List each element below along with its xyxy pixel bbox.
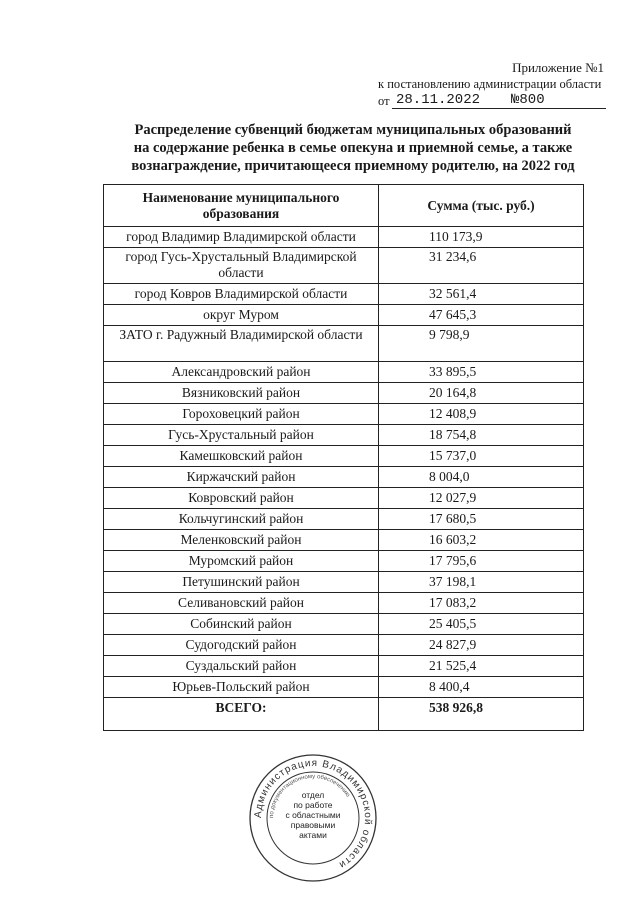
row-sum: 37 198,1 (379, 572, 584, 593)
table-row (104, 404, 584, 425)
table-row (104, 425, 584, 446)
row-name: Александровский район (104, 362, 379, 383)
title-line-2: на содержание ребенка в семье опекуна и приемной семье, а также (133, 140, 573, 156)
row-name: Меленковский район (104, 530, 379, 551)
row-sum: 8 004,0 (379, 467, 584, 488)
row-sum: 110 173,9 (379, 227, 584, 248)
appendix-block (372, 60, 608, 110)
row-sum: 12 408,9 (379, 404, 584, 425)
table-row (104, 488, 584, 509)
header-sum: Сумма (тыс. руб.) (379, 185, 584, 227)
row-sum: 17 680,5 (379, 509, 584, 530)
stamp-line: по работе (293, 800, 333, 810)
title-line-1: Распределение субвенций бюджетам муниципальных образований (134, 122, 572, 138)
row-sum: 17 083,2 (379, 593, 584, 614)
row-name: город Владимир Владимирской области (104, 227, 379, 248)
row-name: Селивановский район (104, 593, 379, 614)
stamp-ring-text: Администрация Владимирской области (252, 757, 374, 871)
row-name: Юрьев-Польский район (104, 677, 379, 698)
table-row (104, 248, 584, 284)
date-underline (392, 108, 606, 109)
row-name: Муромский район (104, 551, 379, 572)
row-sum: 31 234,6 (379, 248, 584, 284)
row-sum: 32 561,4 (379, 284, 584, 305)
row-sum: 12 027,9 (379, 488, 584, 509)
row-name: Вязниковский район (104, 383, 379, 404)
row-name: Кольчугинский район (104, 509, 379, 530)
table-row (104, 593, 584, 614)
table-row (104, 509, 584, 530)
row-name: Киржачский район (104, 467, 379, 488)
row-sum: 33 895,5 (379, 362, 584, 383)
header-name: Наименование муниципального образования (104, 185, 379, 227)
row-name: Гусь-Хрустальный район (104, 425, 379, 446)
row-name: Судогодский район (104, 635, 379, 656)
stamp-line: с областными (285, 810, 341, 820)
row-sum: 8 400,4 (379, 677, 584, 698)
title-line-3: вознаграждение, причитающееся приемному родителю, на 2022 год (131, 158, 575, 174)
table-row (104, 326, 584, 362)
resolution-number: №800 (511, 92, 545, 108)
row-name: Гороховецкий район (104, 404, 379, 425)
date-prefix: от (378, 94, 390, 108)
table-row (104, 362, 584, 383)
stamp-line: актами (299, 830, 327, 840)
total-label: ВСЕГО: (104, 698, 379, 731)
row-sum: 47 645,3 (379, 305, 584, 326)
distribution-table (103, 184, 584, 731)
table-row (104, 530, 584, 551)
row-name: Петушинский район (104, 572, 379, 593)
table-row (104, 635, 584, 656)
row-name: Собинский район (104, 614, 379, 635)
row-sum: 24 827,9 (379, 635, 584, 656)
stamp-line: отдел (301, 790, 325, 800)
row-name: город Гусь-Хрустальный Владимирской области (104, 248, 379, 284)
table-row (104, 467, 584, 488)
table-header-row (104, 185, 584, 227)
table-row (104, 614, 584, 635)
row-sum: 16 603,2 (379, 530, 584, 551)
appendix-title: Приложение №1 (512, 60, 604, 75)
table-row (104, 383, 584, 404)
table-row (104, 572, 584, 593)
table-row (104, 284, 584, 305)
row-name: Камешковский район (104, 446, 379, 467)
row-sum: 18 754,8 (379, 425, 584, 446)
table-row (104, 656, 584, 677)
resolution-date: 28.11.2022 (396, 92, 481, 108)
appendix-resolution-line: к постановлению администрации области (378, 77, 602, 91)
total-row (104, 698, 584, 731)
row-name: Ковровский район (104, 488, 379, 509)
table-row (104, 551, 584, 572)
row-sum: 25 405,5 (379, 614, 584, 635)
row-sum: 9 798,9 (379, 326, 584, 362)
row-name: Суздальский район (104, 656, 379, 677)
stamp-inner-text (262, 790, 364, 840)
table-row (104, 227, 584, 248)
row-name: ЗАТО г. Радужный Владимирской области (104, 326, 379, 362)
row-name: город Ковров Владимирской области (104, 284, 379, 305)
document-title (110, 121, 596, 175)
row-name: округ Муром (104, 305, 379, 326)
stamp-line: правовыми (290, 820, 336, 830)
row-sum: 21 525,4 (379, 656, 584, 677)
row-sum: 15 737,0 (379, 446, 584, 467)
row-sum: 20 164,8 (379, 383, 584, 404)
appendix-date-line (372, 92, 608, 110)
table-row (104, 677, 584, 698)
row-sum: 17 795,6 (379, 551, 584, 572)
total-sum: 538 926,8 (379, 698, 584, 731)
stamp-inner-ring-text: по документационному обеспечению (268, 773, 351, 819)
table-row (104, 305, 584, 326)
table-row (104, 446, 584, 467)
